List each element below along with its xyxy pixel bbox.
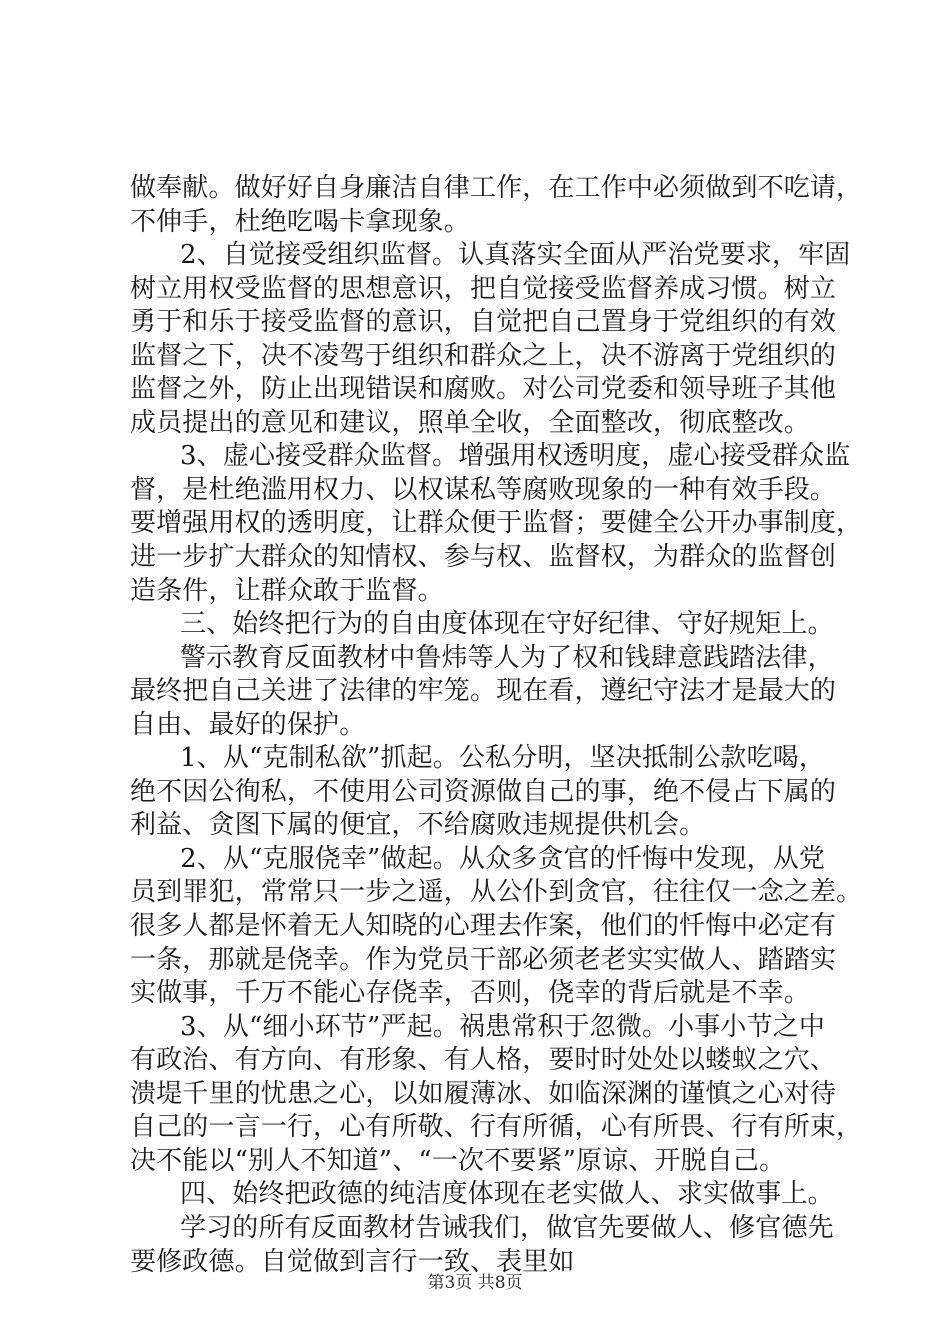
- text-line: 造条件，让群众敢于监督。: [130, 575, 444, 606]
- text-line: 成员提出的意见和建议，照单全收，全面整改，彻底整改。: [130, 407, 810, 438]
- paragraph-first-line: 学习的所有反面教材告诫我们，做官先要做人、修官德先: [180, 1212, 834, 1243]
- paragraph-first-line: 四、始终把政德的纯洁度体现在老实做人、求实做事上。: [180, 1179, 834, 1210]
- text-line: 一条，那就是侥幸。作为党员干部必须老老实实做人、踏踏实: [130, 944, 837, 975]
- text-line: 监督之下，决不凌驾于组织和群众之上，决不游离于党组织的: [130, 340, 837, 371]
- text-line: 自由、最好的保护。: [130, 709, 366, 740]
- text-line: 有政治、有方向、有形象、有人格，要时时处处以蝼蚁之穴、: [130, 1045, 837, 1076]
- paragraph-first-line: 1、从“克制私欲”抓起。公私分明，坚决抵制公款吃喝，: [180, 743, 826, 774]
- text-line: 要增强用权的透明度，让群众便于监督；要健全公开办事制度，: [130, 508, 863, 539]
- page-footer: 第3页 共8页: [427, 1273, 523, 1293]
- text-line: 绝不因公徇私，不使用公司资源做自己的事，绝不侵占下属的: [130, 776, 837, 807]
- text-line: 树立用权受监督的思想意识，把自觉接受监督养成习惯。树立: [130, 273, 837, 304]
- text-line: 做奉献。做好好自身廉洁自律工作，在工作中必须做到不吃请，: [130, 173, 863, 203]
- paragraph-first-line: 2、从“克服侥幸”做起。从众多贪官的忏悔中发现，从党: [180, 843, 826, 874]
- text-line: 进一步扩大群众的知情权、参与权、监督权，为群众的监督创: [130, 542, 837, 573]
- text-line: 督，是杜绝滥用权力、以权谋私等腐败现象的一种有效手段。: [130, 474, 837, 505]
- paragraph-first-line: 3、虚心接受群众监督。增强用权透明度，虚心接受群众监: [180, 441, 851, 472]
- text-line: 最终把自己关进了法律的牢笼。现在看，遵纪守法才是最大的: [130, 676, 837, 707]
- text-line: 要修政德。自觉做到言行一致、表里如: [130, 1246, 575, 1277]
- text-line: 决不能以“别人不知道”、“一次不要紧”原谅、开脱自己。: [130, 1145, 786, 1176]
- paragraph-first-line: 2、自觉接受组织监督。认真落实全面从严治党要求，牢固: [180, 240, 851, 271]
- text-line: 不伸手，杜绝吃喝卡拿现象。: [130, 206, 470, 237]
- text-line: 利益、贪图下属的便宜，不给腐败违规提供机会。: [130, 810, 706, 841]
- paragraph-first-line: 警示教育反面教材中鲁炜等人为了权和钱肆意践踏法律，: [180, 642, 834, 673]
- paragraph-first-line: 三、始终把行为的自由度体现在守好纪律、守好规矩上。: [180, 609, 834, 640]
- text-line: 员到罪犯，常常只一步之遥，从公仆到贪官，往往仅一念之差。: [130, 877, 863, 908]
- text-line: 监督之外，防止出现错误和腐败。对公司党委和领导班子其他: [130, 374, 837, 405]
- document-body: [130, 172, 863, 1279]
- text-line: 自己的一言一行，心有所敬、行有所循，心有所畏、行有所束，: [130, 1112, 863, 1143]
- text-line: 很多人都是怀着无人知晓的心理去作案，他们的忏悔中必定有: [130, 911, 837, 942]
- text-line: 溃堤千里的忧患之心，以如履薄冰、如临深渊的谨慎之心对待: [130, 1078, 837, 1109]
- text-line: 实做事，千万不能心存侥幸，否则，侥幸的背后就是不幸。: [130, 978, 810, 1009]
- text-line: 勇于和乐于接受监督的意识，自觉把自己置身于党组织的有效: [130, 307, 837, 338]
- paragraph-first-line: 3、从“细小环节”严起。祸患常积于忽微。小事小节之中: [180, 1011, 826, 1042]
